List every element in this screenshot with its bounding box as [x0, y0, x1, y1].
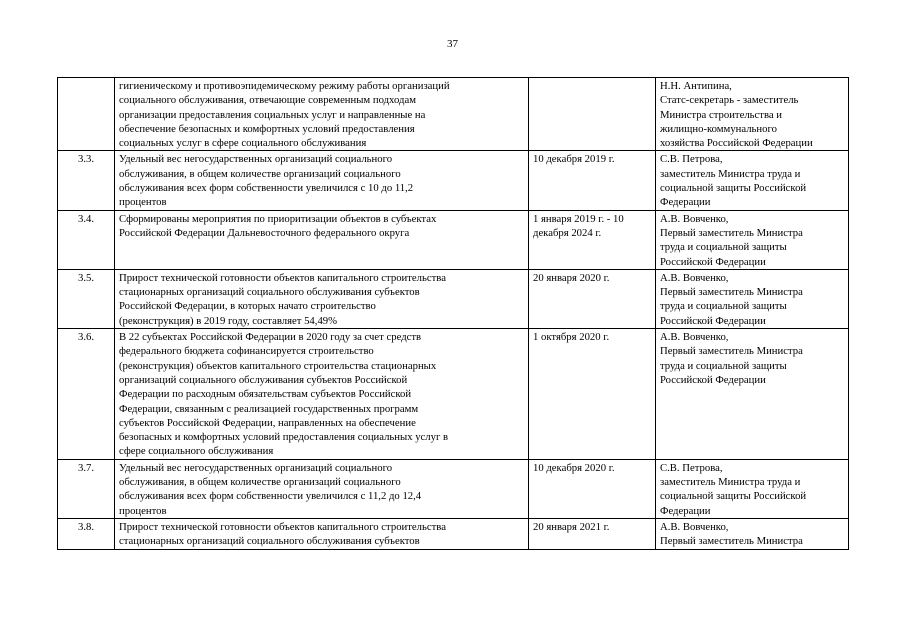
- deadline-cell: [529, 518, 656, 549]
- result-text-line: субъектов Российской Федерации, направленных на обеспечение: [119, 416, 416, 429]
- responsible-cell: [656, 151, 849, 210]
- result-text-line: (реконструкция) в 2019 году, составляет 54,49%: [119, 314, 338, 327]
- responsible-text-line: А.В. Вовченко,: [660, 331, 729, 344]
- item-number: 3.5.: [58, 269, 115, 328]
- result-text-line: Удельный вес негосударственных организаций социального: [119, 153, 393, 166]
- responsible-text-line: Министра строительства и: [660, 108, 782, 121]
- result-cell: [115, 210, 529, 269]
- result-text-line: Федерации по расходным обязательствам субъектов Российской: [119, 388, 412, 401]
- result-cell: [115, 518, 529, 549]
- deadline-text-line: 1 января 2019 г. - 10: [533, 212, 624, 225]
- deadline-text-line: 10 декабря 2020 г.: [533, 461, 615, 474]
- result-cell: [115, 151, 529, 210]
- result-text-line: безопасных и комфортных условий предоставления социальных услуг в: [119, 431, 449, 444]
- item-number: [58, 78, 115, 151]
- responsible-text-line: Первый заместитель Министра: [660, 286, 803, 299]
- responsible-text-line: Статс-секретарь - заместитель: [660, 94, 799, 107]
- result-text-line: организации предоставления социальных услуг и направленные на: [119, 108, 426, 121]
- result-text-line: организаций социального обслуживания субъектов Российской: [119, 373, 408, 386]
- responsible-text-line: Первый заместитель Министра: [660, 535, 803, 548]
- result-text-line: стационарных организаций социального обслуживания субъектов: [119, 535, 420, 548]
- responsible-text-line: А.В. Вовченко,: [660, 271, 729, 284]
- item-number: 3.4.: [58, 210, 115, 269]
- result-text-line: Удельный вес негосударственных организаций социального: [119, 461, 393, 474]
- result-text-line: гигиеническому и противоэпидемическому режиму работы организаций: [119, 80, 450, 92]
- responsible-text-line: Российской Федерации: [660, 373, 766, 386]
- responsible-text-line: труда и социальной защиты: [660, 359, 787, 372]
- result-text-line: социального обслуживания, отвечающие современным подходам: [119, 94, 416, 107]
- result-text-line: В 22 субъектах Российской Федерации в 2020 году за счет средств: [119, 331, 422, 344]
- result-text-line: процентов: [119, 196, 167, 209]
- responsible-cell: [656, 269, 849, 328]
- responsible-cell: [656, 210, 849, 269]
- responsible-text-line: Российской Федерации: [660, 314, 766, 327]
- responsible-text-line: труда и социальной защиты: [660, 241, 787, 254]
- result-text-line: федерального бюджета софинансируется строительство: [119, 345, 374, 358]
- deadline-cell: [529, 78, 656, 151]
- result-text-line: обслуживания всех форм собственности увеличился с 11,2 до 12,4: [119, 490, 422, 503]
- result-text-line: сфере социального обслуживания: [119, 445, 274, 458]
- result-text-line: обслуживания, в общем количестве организаций социального: [119, 476, 401, 489]
- result-cell: [115, 78, 529, 151]
- responsible-text-line: жилищно-коммунального: [660, 122, 777, 135]
- table-row: [58, 210, 849, 269]
- responsible-cell: [656, 459, 849, 518]
- result-text-line: обслуживания, в общем количестве организаций социального: [119, 167, 401, 180]
- responsible-text-line: заместитель Министра труда и: [660, 167, 801, 180]
- deadline-cell: [529, 329, 656, 460]
- item-number: 3.6.: [58, 329, 115, 460]
- deadline-cell: [529, 269, 656, 328]
- result-text-line: (реконструкция) объектов капитального строительства стационарных: [119, 359, 437, 372]
- page-number: 37: [447, 38, 458, 50]
- deadline-cell: [529, 151, 656, 210]
- deadline-text-line: 10 декабря 2019 г.: [533, 153, 615, 166]
- responsible-text-line: хозяйства Российской Федерации: [660, 137, 813, 150]
- responsible-text-line: Н.Н. Антипина,: [660, 80, 732, 92]
- responsible-cell: [656, 78, 849, 151]
- responsible-text-line: Первый заместитель Министра: [660, 345, 803, 358]
- result-text-line: Сформированы мероприятия по приоритизации объектов в субъектах: [119, 212, 437, 225]
- table-row: [58, 459, 849, 518]
- responsible-cell: [656, 518, 849, 549]
- deadline-cell: [529, 459, 656, 518]
- item-number: 3.3.: [58, 151, 115, 210]
- result-cell: [115, 329, 529, 460]
- deadline-text-line: 20 января 2021 г.: [533, 520, 610, 533]
- result-text-line: Прирост технической готовности объектов капитального строительства: [119, 520, 446, 533]
- deadline-text-line: декабря 2024 г.: [533, 226, 602, 239]
- responsible-text-line: заместитель Министра труда и: [660, 476, 801, 489]
- responsible-text-line: труда и социальной защиты: [660, 300, 787, 313]
- responsible-text-line: А.В. Вовченко,: [660, 520, 729, 533]
- plan-table: [57, 77, 849, 550]
- responsible-text-line: А.В. Вовченко,: [660, 212, 729, 225]
- item-number: 3.8.: [58, 518, 115, 549]
- deadline-text-line: 1 октября 2020 г.: [533, 331, 610, 344]
- table-row: [58, 78, 849, 151]
- result-text-line: Федерации, связанным с реализацией государственных программ: [119, 402, 419, 415]
- responsible-text-line: С.В. Петрова,: [660, 153, 723, 166]
- result-cell: [115, 269, 529, 328]
- responsible-cell: [656, 329, 849, 460]
- responsible-text-line: Российской Федерации: [660, 255, 766, 268]
- responsible-text-line: социальной защиты Российской: [660, 182, 807, 195]
- result-text-line: процентов: [119, 504, 167, 517]
- result-cell: [115, 459, 529, 518]
- responsible-text-line: социальной защиты Российской: [660, 490, 807, 503]
- result-text-line: Прирост технической готовности объектов капитального строительства: [119, 271, 446, 284]
- deadline-cell: [529, 210, 656, 269]
- result-text-line: обслуживания всех форм собственности увеличился с 10 до 11,2: [119, 182, 414, 195]
- responsible-text-line: Федерации: [660, 196, 711, 209]
- table-row: [58, 151, 849, 210]
- table-row: [58, 518, 849, 549]
- table-row: [58, 269, 849, 328]
- result-text-line: обеспечение безопасных и комфортных условий предоставления: [119, 122, 415, 135]
- responsible-text-line: Федерации: [660, 504, 711, 517]
- result-text-line: социальных услуг в сфере социального обслуживания: [119, 137, 367, 150]
- result-text-line: стационарных организаций социального обслуживания субъектов: [119, 286, 420, 299]
- responsible-text-line: Первый заместитель Министра: [660, 226, 803, 239]
- deadline-text-line: 20 января 2020 г.: [533, 271, 610, 284]
- item-number: 3.7.: [58, 459, 115, 518]
- result-text-line: Российской Федерации, в которых начато строительство: [119, 300, 376, 313]
- result-text-line: Российской Федерации Дальневосточного федерального округа: [119, 226, 410, 239]
- plan-table-body: [58, 78, 849, 550]
- table-row: [58, 329, 849, 460]
- responsible-text-line: С.В. Петрова,: [660, 461, 723, 474]
